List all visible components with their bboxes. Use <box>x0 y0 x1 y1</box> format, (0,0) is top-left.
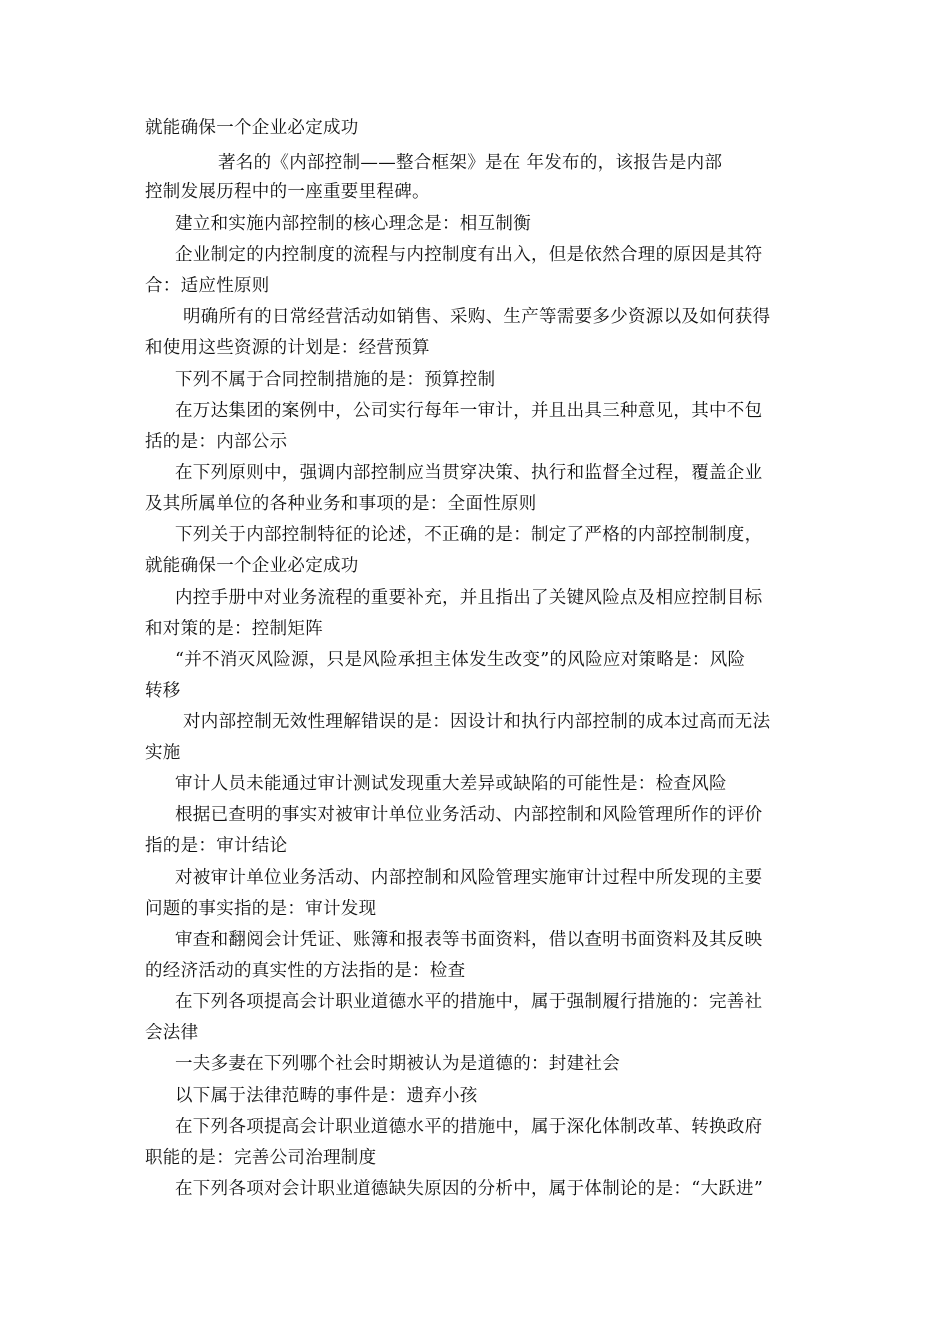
text-line: 控制发展历程中的一座重要里程碑。 <box>145 182 430 202</box>
text-line: 及其所属单位的各种业务和事项的是：全面性原则 <box>145 494 537 514</box>
text-line: 和对策的是：控制矩阵 <box>145 619 323 639</box>
text-line: 合：适应性原则 <box>145 276 270 296</box>
text-line: 著名的《内部控制——整合框架》是在 年发布的，该报告是内部 <box>218 153 723 173</box>
text-line: 根据已查明的事实对被审计单位业务活动、内部控制和风险管理所作的评价 <box>175 805 763 825</box>
text-line: 指的是：审计结论 <box>145 836 288 856</box>
text-line: 审查和翻阅会计凭证、账簿和报表等书面资料，借以查明书面资料及其反映 <box>175 930 763 950</box>
text-line: 审计人员未能通过审计测试发现重大差异或缺陷的可能性是：检查风险 <box>175 774 727 794</box>
text-line: 在下列各项提高会计职业道德水平的措施中，属于强制履行措施的：完善社 <box>175 992 763 1012</box>
text-line: 下列不属于合同控制措施的是：预算控制 <box>175 370 496 390</box>
text-line: 括的是：内部公示 <box>145 432 288 452</box>
text-line: 在下列各项对会计职业道德缺失原因的分析中，属于体制论的是：“大跃进” <box>175 1179 764 1199</box>
text-line: 对内部控制无效性理解错误的是：因设计和执行内部控制的成本过高而无法 <box>183 712 771 732</box>
text-line: 会法律 <box>145 1023 199 1043</box>
text-line: 职能的是：完善公司治理制度 <box>145 1148 377 1168</box>
text-line: 在下列原则中，强调内部控制应当贯穿决策、执行和监督全过程，覆盖企业 <box>175 463 763 483</box>
text-line: 下列关于内部控制特征的论述，不正确的是：制定了严格的内部控制制度， <box>175 525 763 545</box>
text-line: 以下属于法律范畴的事件是：遗弃小孩 <box>175 1086 478 1106</box>
text-line: 企业制定的内控制度的流程与内控制度有出入，但是依然合理的原因是其符 <box>175 245 763 265</box>
text-line: 问题的事实指的是：审计发现 <box>145 899 377 919</box>
text-line: 明确所有的日常经营活动如销售、采购、生产等需要多少资源以及如何获得 <box>183 307 771 327</box>
text-line: 的经济活动的真实性的方法指的是：检查 <box>145 961 466 981</box>
text-line: 转移 <box>145 681 181 701</box>
text-line: 一夫多妻在下列哪个社会时期被认为是道德的：封建社会 <box>175 1054 620 1074</box>
text-line: 对被审计单位业务活动、内部控制和风险管理实施审计过程中所发现的主要 <box>175 868 763 888</box>
text-line: 在下列各项提高会计职业道德水平的措施中，属于深化体制改革、转换政府 <box>175 1117 763 1137</box>
text-line: 实施 <box>145 743 181 763</box>
text-line: 建立和实施内部控制的核心理念是：相互制衡 <box>175 214 531 234</box>
text-line: “并不消灭风险源，只是风险承担主体发生改变”的风险应对策略是：风险 <box>175 650 746 670</box>
text-line: 就能确保一个企业必定成功 <box>145 118 359 138</box>
text-line: 在万达集团的案例中，公司实行每年一审计，并且出具三种意见，其中不包 <box>175 401 763 421</box>
text-line: 就能确保一个企业必定成功 <box>145 556 359 576</box>
text-line: 和使用这些资源的计划是：经营预算 <box>145 338 430 358</box>
text-line: 内控手册中对业务流程的重要补充，并且指出了关键风险点及相应控制目标 <box>175 588 763 608</box>
